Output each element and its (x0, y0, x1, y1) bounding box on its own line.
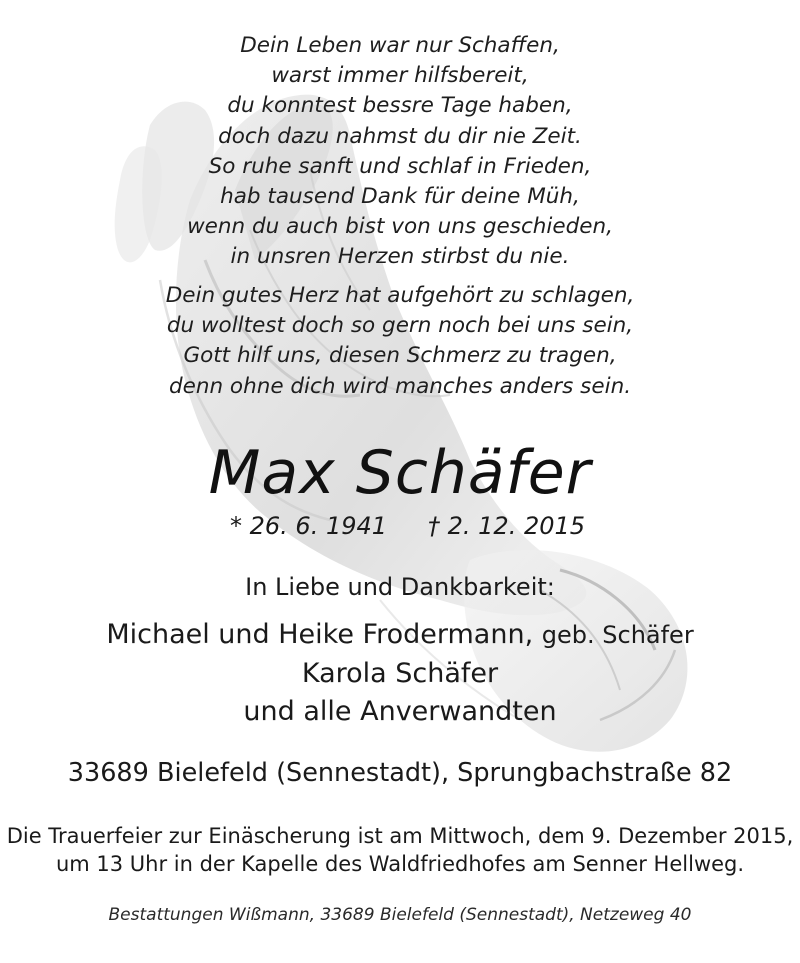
mourners-list (0, 616, 800, 732)
poem-line: So ruhe sanft und schlaf in Frieden, (208, 153, 592, 179)
poem-line: Gott hilf uns, diesen Schmerz zu tragen, (183, 343, 617, 369)
service-line: Die Trauerfeier zur Einäscherung ist am Mittwoch, dem 9. Dezember 2015, (6, 824, 794, 848)
family-address: 33689 Bielefeld (Sennestadt), Sprungbachstraße 82 (67, 758, 733, 788)
mourner-line (0, 616, 800, 655)
poem-line: hab tausend Dank für deine Müh, (220, 184, 580, 210)
maiden-name: geb. Schäfer (541, 621, 694, 649)
poem-line: wenn du auch bist von uns geschieden, (187, 214, 613, 240)
poem-line: in unsren Herzen stirbst du nie. (230, 244, 570, 270)
death-date: † 2. 12. 2015 (428, 512, 586, 540)
mourner-line: Karola Schäfer (301, 657, 499, 689)
poem-line: du wolltest doch so gern noch bei uns sein, (166, 313, 634, 339)
poem-line: du konntest bessre Tage haben, (227, 93, 573, 119)
deceased-name: Max Schäfer (208, 438, 592, 508)
poem-line: warst immer hilfsbereit, (271, 63, 529, 89)
tribute-line: In Liebe und Dankbarkeit: (245, 573, 555, 601)
poem-stanza-1 (0, 31, 800, 273)
mourner-names: Michael und Heike Frodermann, (106, 619, 534, 650)
mourner-line: und alle Anverwandten (243, 696, 557, 727)
poem-line: Dein Leben war nur Schaffen, (240, 33, 560, 58)
poem-line: denn ohne dich wird manches anders sein. (168, 373, 632, 399)
service-line: um 13 Uhr in der Kapelle des Waldfriedhofes am Senner Hellweg. (55, 852, 745, 876)
poem-line: doch dazu nahmst du dir nie Zeit. (218, 123, 582, 149)
funeral-home-footer: Bestattungen Wißmann, 33689 Bielefeld (Sennestadt), Netzeweg 40 (108, 905, 692, 925)
funeral-service-info (0, 822, 800, 878)
poem-stanza-2 (0, 281, 800, 402)
birth-date: * 26. 6. 1941 (230, 512, 388, 540)
poem-line: Dein gutes Herz hat aufgehört zu schlagen, (165, 283, 635, 308)
